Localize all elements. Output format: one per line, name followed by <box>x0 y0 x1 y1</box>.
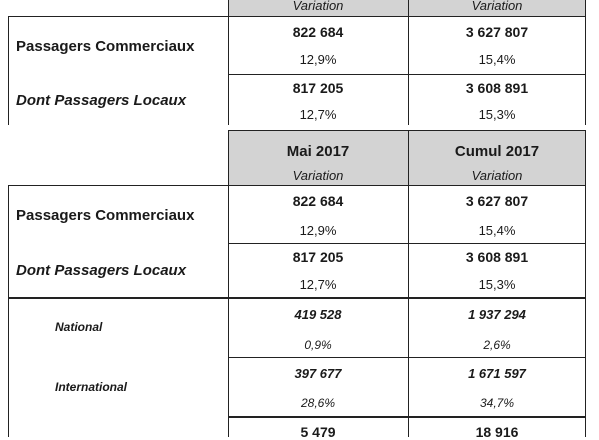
top-row-col1-pct: 12,9% <box>299 52 337 67</box>
top-row-col2-pct: 15,4% <box>478 52 516 67</box>
cell-value: 3 608 891 <box>465 249 529 265</box>
cell-value: 5 479 <box>300 424 336 440</box>
top-row-label: Passagers Commerciaux <box>16 38 195 55</box>
cell-pct: 15,4% <box>478 223 516 238</box>
row-label-international: International <box>55 380 128 394</box>
cell-value: 817 205 <box>292 249 344 265</box>
cell-value: 419 528 <box>294 307 342 322</box>
cell-pct: 0,9% <box>304 338 332 352</box>
top-row-col2-value: 3 608 891 <box>465 80 529 96</box>
cell-value: 1 937 294 <box>468 307 526 322</box>
header-month: Mai 2017 <box>286 143 350 160</box>
cell-value: 18 916 <box>475 424 519 440</box>
cell-pct: 12,7% <box>299 277 337 292</box>
row-label-passagers-locaux: Dont Passagers Locaux <box>16 262 187 279</box>
top-row-col2-pct: 15,3% <box>478 107 516 122</box>
cell-value: 397 677 <box>294 366 342 381</box>
cell-pct: 2,6% <box>483 338 511 352</box>
cell-value: 1 671 597 <box>468 366 526 381</box>
top-col1-variation: Variation <box>292 0 344 13</box>
header-col2-variation: Variation <box>471 168 523 183</box>
header-col1-variation: Variation <box>292 168 344 183</box>
cell-value: 822 684 <box>292 193 344 209</box>
top-row-col1-value: 817 205 <box>292 80 344 96</box>
row-label-passagers-commerciaux: Passagers Commerciaux <box>16 207 195 224</box>
top-header-bg <box>228 0 586 16</box>
top-table <box>0 0 599 125</box>
top-row-col2-value: 3 627 807 <box>465 24 529 40</box>
main-table <box>0 130 599 440</box>
row-label-national: National <box>55 320 103 334</box>
top-row-col1-value: 822 684 <box>292 24 344 40</box>
top-col2-variation: Variation <box>471 0 523 13</box>
cell-pct: 28,6% <box>300 396 336 410</box>
header-cumul: Cumul 2017 <box>454 143 540 160</box>
top-row-col1-pct: 12,7% <box>299 107 337 122</box>
cell-value: 3 627 807 <box>465 193 529 209</box>
cell-pct: 15,3% <box>478 277 516 292</box>
cell-pct: 12,9% <box>299 223 337 238</box>
top-row-label: Dont Passagers Locaux <box>16 92 187 109</box>
cell-pct: 34,7% <box>479 396 515 410</box>
